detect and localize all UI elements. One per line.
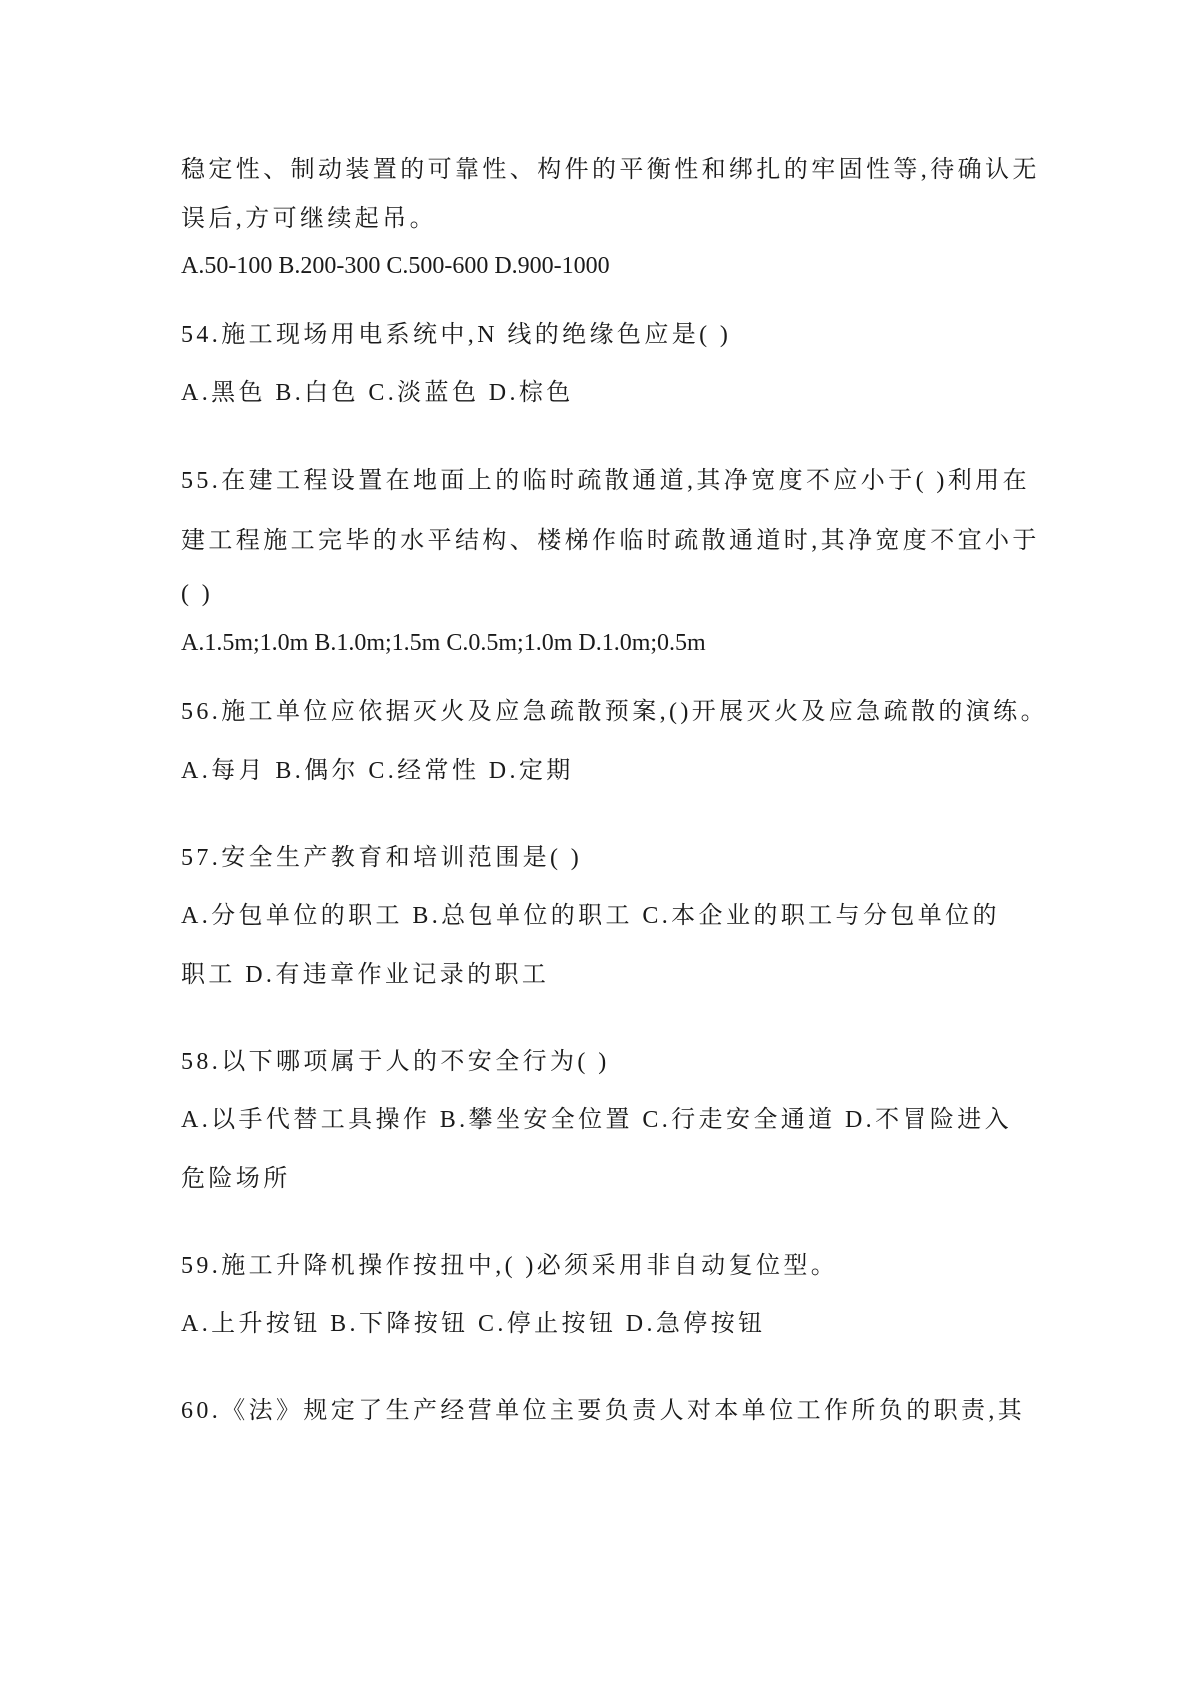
options-53: A.50-100 B.200-300 C.500-600 D.900-1000 [181,253,610,279]
question-55-part-1: 55.在建工程设置在地面上的临时疏散通道,其净宽度不应小于( )利用在 [181,468,1030,494]
options-57-part-2: 职工 D.有违章作业记录的职工 [181,962,550,988]
question-56: 56.施工单位应依据灭火及应急疏散预案,()开展灭火及应急疏散的演练。 [181,699,1048,725]
question-59: 59.施工升降机操作按扭中,( )必须采用非自动复位型。 [181,1253,839,1279]
options-56: A.每月 B.偶尔 C.经常性 D.定期 [181,758,574,784]
question-55-part-2: 建工程施工完毕的水平结构、楼梯作临时疏散通道时,其净宽度不宜小于 [181,528,1040,554]
options-54: A.黑色 B.白色 C.淡蓝色 D.棕色 [181,380,574,406]
options-59: A.上升按钮 B.下降按钮 C.停止按钮 D.急停按钮 [181,1311,766,1337]
question-55-part-3: ( ) [181,581,214,607]
options-58-part-2: 危险场所 [181,1166,291,1192]
question-57: 57.安全生产教育和培训范围是( ) [181,845,583,871]
options-57-part-1: A.分包单位的职工 B.总包单位的职工 C.本企业的职工与分包单位的 [181,903,1000,929]
text-line-53-stem-part-1: 稳定性、制动装置的可靠性、构件的平衡性和绑扎的牢固性等,待确认无 [181,157,1040,183]
question-58: 58.以下哪项属于人的不安全行为( ) [181,1049,610,1075]
text-line-53-stem-part-2: 误后,方可继续起吊。 [181,206,437,232]
question-54: 54.施工现场用电系统中,N 线的绝缘色应是( ) [181,322,732,348]
question-60: 60.《法》规定了生产经营单位主要负责人对本单位工作所负的职责,其 [181,1398,1026,1424]
options-55: A.1.5m;1.0m B.1.0m;1.5m C.0.5m;1.0m D.1.0m;0.5m [181,630,706,656]
options-58-part-1: A.以手代替工具操作 B.攀坐安全位置 C.行走安全通道 D.不冒险进入 [181,1107,1013,1133]
